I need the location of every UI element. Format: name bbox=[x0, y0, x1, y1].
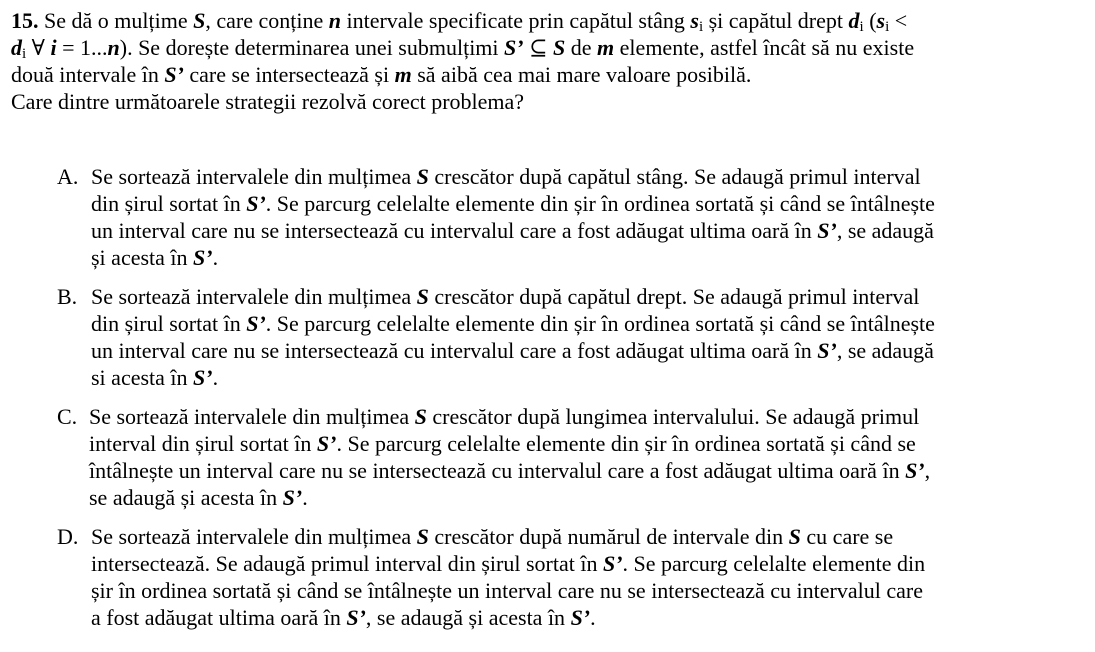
stem-line-3: două intervale în S’ care se intersectează și m să aibă cea mai mare valoare posibilă. bbox=[11, 62, 752, 87]
option-a-text: Se sortează intervalele din mulțimea S crescător după capătul stâng. Se adaugă primul interval din șirul sortat în S’. Se parcurg celelalte elemente din șir în ordinea sortată și când se întâlnește un interval care nu se intersectează cu intervalul care a fost adăugat ultima oară în S’, se adaugă și acesta în S’. bbox=[91, 164, 935, 270]
stem-line-4: Care dintre următoarele strategii rezolvă corect problema? bbox=[11, 89, 525, 114]
option-a-letter: A. bbox=[57, 164, 79, 189]
question-stem bbox=[11, 7, 1085, 115]
option-b-letter: B. bbox=[57, 284, 78, 309]
question-number: 15. bbox=[11, 8, 39, 33]
option-d-text: Se sortează intervalele din mulțimea S crescător după numărul de intervale din S cu care se intersectează. Se adaugă primul interval din șirul sortat în S’. Se parcurg celelalte elemente din șir în ordinea sortată și când se întâlnește un interval care nu se intersectează cu intervalul care a fost adăugat ultima oară în S’, se adaugă și acesta în S’. bbox=[91, 524, 926, 630]
option-c-text: Se sortează intervalele din mulțimea S crescător după lungimea intervalului. Se adaugă primul interval din șirul sortat în S’. Se parcurg celelalte elemente din șir în ordinea sortată și când se întâlnește un interval care nu se intersectează cu intervalul care a fost adăugat ultima oară în S’, se adaugă și acesta în S’. bbox=[89, 404, 931, 510]
option-c-letter: C. bbox=[57, 404, 78, 429]
option-d-letter: D. bbox=[57, 524, 79, 549]
stem-line-2: $d_i$ ∀ i = 1...n). Se dorește determinarea unei submulțimi S’ ⊆ S de m elemente, astfel încât să nu existe bbox=[11, 35, 915, 62]
stem-line-1: 15. Se dă o mulțime S, care conține n intervale specificate prin capătul stâng $s_i$ și capătul drept $d_i$ ($s_i$ < bbox=[11, 8, 908, 35]
option-b-text: Se sortează intervalele din mulțimea S crescător după capătul drept. Se adaugă primul interval din șirul sortat în S’. Se parcurg celelalte elemente din șir în ordinea sortată și când se întâlnește un interval care nu se intersectează cu intervalul care a fost adăugat ultima oară în S’, se adaugă si acesta în S’. bbox=[91, 284, 935, 390]
